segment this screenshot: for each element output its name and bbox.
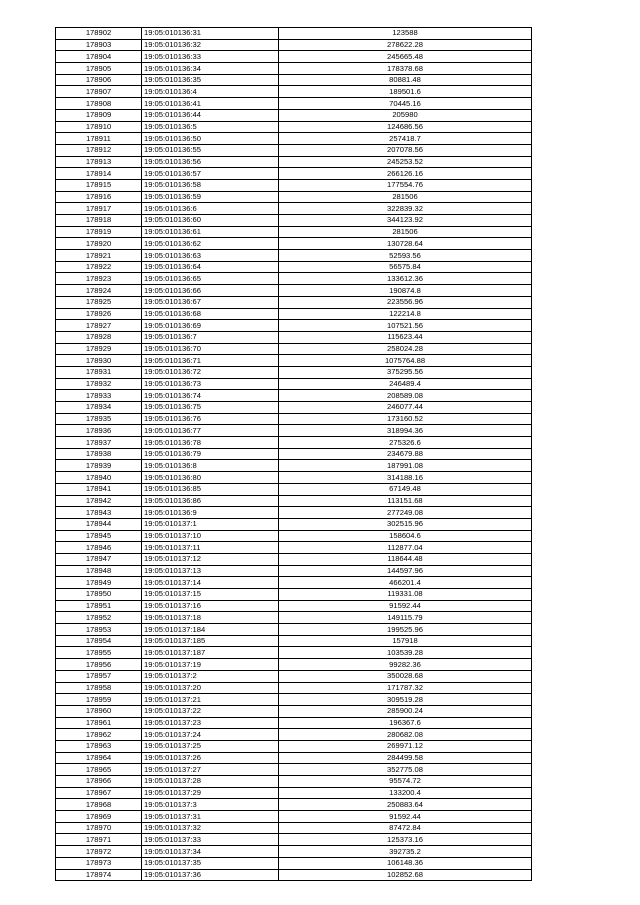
- record-number-cell: 178912: [56, 144, 142, 156]
- table-row: [56, 565, 532, 577]
- table-row: [56, 553, 532, 565]
- cadastral-number-cell: 19:05:010137:18: [142, 612, 279, 624]
- value-cell: 106148.36: [279, 857, 532, 869]
- cadastral-number-cell: 19:05:010137:14: [142, 577, 279, 589]
- value-cell: 314188.16: [279, 472, 532, 484]
- table-body: [56, 28, 532, 881]
- cadastral-number-cell: 19:05:010136:69: [142, 320, 279, 332]
- value-cell: 119331.08: [279, 589, 532, 601]
- value-cell: 118644.48: [279, 553, 532, 565]
- value-cell: 189501.6: [279, 86, 532, 98]
- table-row: [56, 472, 532, 484]
- table-row: [56, 717, 532, 729]
- table-row: [56, 226, 532, 238]
- value-cell: 199525.96: [279, 624, 532, 636]
- cadastral-number-cell: 19:05:010137:23: [142, 717, 279, 729]
- table-row: [56, 518, 532, 530]
- record-number-cell: 178968: [56, 799, 142, 811]
- record-number-cell: 178926: [56, 308, 142, 320]
- table-row: [56, 542, 532, 554]
- record-number-cell: 178943: [56, 507, 142, 519]
- cadastral-number-cell: 19:05:010136:44: [142, 109, 279, 121]
- value-cell: 144597.96: [279, 565, 532, 577]
- cadastral-number-cell: 19:05:010137:21: [142, 694, 279, 706]
- cadastral-number-cell: 19:05:010137:35: [142, 857, 279, 869]
- value-cell: 278622.28: [279, 39, 532, 51]
- value-cell: 309519.28: [279, 694, 532, 706]
- value-cell: 149115.79: [279, 612, 532, 624]
- cadastral-number-cell: 19:05:010137:10: [142, 530, 279, 542]
- table-row: [56, 682, 532, 694]
- record-number-cell: 178930: [56, 355, 142, 367]
- table-row: [56, 74, 532, 86]
- cadastral-number-cell: 19:05:010136:65: [142, 273, 279, 285]
- cadastral-number-cell: 19:05:010136:70: [142, 343, 279, 355]
- record-number-cell: 178962: [56, 729, 142, 741]
- table-row: [56, 670, 532, 682]
- table-row: [56, 273, 532, 285]
- table-row: [56, 109, 532, 121]
- table-row: [56, 378, 532, 390]
- record-number-cell: 178961: [56, 717, 142, 729]
- table-row: [56, 437, 532, 449]
- record-number-cell: 178971: [56, 834, 142, 846]
- value-cell: 277249.08: [279, 507, 532, 519]
- record-number-cell: 178956: [56, 659, 142, 671]
- record-number-cell: 178952: [56, 612, 142, 624]
- cadastral-number-cell: 19:05:010137:184: [142, 624, 279, 636]
- value-cell: 177554.76: [279, 179, 532, 191]
- table-row: [56, 612, 532, 624]
- value-cell: 234679.88: [279, 448, 532, 460]
- table-row: [56, 600, 532, 612]
- table-row: [56, 191, 532, 203]
- value-cell: 190874.8: [279, 285, 532, 297]
- cadastral-number-cell: 19:05:010136:4: [142, 86, 279, 98]
- record-number-cell: 178955: [56, 647, 142, 659]
- cadastral-number-cell: 19:05:010136:73: [142, 378, 279, 390]
- record-number-cell: 178917: [56, 203, 142, 215]
- value-cell: 344123.92: [279, 215, 532, 227]
- record-number-cell: 178970: [56, 822, 142, 834]
- cadastral-number-cell: 19:05:010137:15: [142, 589, 279, 601]
- value-cell: 258024.28: [279, 343, 532, 355]
- record-number-cell: 178910: [56, 121, 142, 133]
- cadastral-number-cell: 19:05:010136:68: [142, 308, 279, 320]
- value-cell: 250883.64: [279, 799, 532, 811]
- record-number-cell: 178936: [56, 425, 142, 437]
- cadastral-number-cell: 19:05:010136:35: [142, 74, 279, 86]
- cadastral-number-cell: 19:05:010137:185: [142, 635, 279, 647]
- cadastral-number-cell: 19:05:010136:32: [142, 39, 279, 51]
- value-cell: 99282.36: [279, 659, 532, 671]
- record-number-cell: 178957: [56, 670, 142, 682]
- value-cell: 208589.08: [279, 390, 532, 402]
- record-number-cell: 178927: [56, 320, 142, 332]
- record-number-cell: 178907: [56, 86, 142, 98]
- cadastral-number-cell: 19:05:010137:11: [142, 542, 279, 554]
- record-number-cell: 178946: [56, 542, 142, 554]
- value-cell: 173160.52: [279, 413, 532, 425]
- table-row: [56, 425, 532, 437]
- value-cell: 113151.68: [279, 495, 532, 507]
- record-number-cell: 178915: [56, 179, 142, 191]
- table-row: [56, 694, 532, 706]
- record-number-cell: 178937: [56, 437, 142, 449]
- table-row: [56, 238, 532, 250]
- value-cell: 466201.4: [279, 577, 532, 589]
- table-row: [56, 51, 532, 63]
- record-number-cell: 178948: [56, 565, 142, 577]
- value-cell: 245253.52: [279, 156, 532, 168]
- value-cell: 205980: [279, 109, 532, 121]
- record-number-cell: 178964: [56, 752, 142, 764]
- cadastral-number-cell: 19:05:010136:8: [142, 460, 279, 472]
- value-cell: 125373.16: [279, 834, 532, 846]
- record-number-cell: 178916: [56, 191, 142, 203]
- record-number-cell: 178965: [56, 764, 142, 776]
- table-row: [56, 811, 532, 823]
- value-cell: 246489.4: [279, 378, 532, 390]
- value-cell: 112877.04: [279, 542, 532, 554]
- cadastral-number-cell: 19:05:010137:28: [142, 776, 279, 788]
- record-number-cell: 178939: [56, 460, 142, 472]
- cadastral-number-cell: 19:05:010137:22: [142, 705, 279, 717]
- record-number-cell: 178973: [56, 857, 142, 869]
- table-row: [56, 869, 532, 881]
- table-row: [56, 296, 532, 308]
- record-number-cell: 178966: [56, 776, 142, 788]
- value-cell: 70445.16: [279, 98, 532, 110]
- cadastral-number-cell: 19:05:010136:77: [142, 425, 279, 437]
- table-row: [56, 343, 532, 355]
- table-row: [56, 740, 532, 752]
- record-number-cell: 178924: [56, 285, 142, 297]
- table-row: [56, 764, 532, 776]
- cadastral-number-cell: 19:05:010136:85: [142, 483, 279, 495]
- table-row: [56, 179, 532, 191]
- value-cell: 158604.6: [279, 530, 532, 542]
- value-cell: 56575.84: [279, 261, 532, 273]
- record-number-cell: 178958: [56, 682, 142, 694]
- table-row: [56, 133, 532, 145]
- table-row: [56, 799, 532, 811]
- table-row: [56, 822, 532, 834]
- cadastral-number-cell: 19:05:010137:33: [142, 834, 279, 846]
- table-row: [56, 483, 532, 495]
- value-cell: 102852.68: [279, 869, 532, 881]
- value-cell: 124686.56: [279, 121, 532, 133]
- cadastral-number-cell: 19:05:010136:78: [142, 437, 279, 449]
- cadastral-number-cell: 19:05:010137:36: [142, 869, 279, 881]
- value-cell: 157918: [279, 635, 532, 647]
- cadastral-number-cell: 19:05:010137:19: [142, 659, 279, 671]
- cadastral-number-cell: 19:05:010137:32: [142, 822, 279, 834]
- record-number-cell: 178922: [56, 261, 142, 273]
- table-row: [56, 647, 532, 659]
- cadastral-number-cell: 19:05:010136:61: [142, 226, 279, 238]
- cadastral-number-cell: 19:05:010136:62: [142, 238, 279, 250]
- record-number-cell: 178941: [56, 483, 142, 495]
- value-cell: 91592.44: [279, 811, 532, 823]
- value-cell: 280682.08: [279, 729, 532, 741]
- record-number-cell: 178954: [56, 635, 142, 647]
- value-cell: 266126.16: [279, 168, 532, 180]
- cadastral-number-cell: 19:05:010137:3: [142, 799, 279, 811]
- record-number-cell: 178903: [56, 39, 142, 51]
- record-number-cell: 178935: [56, 413, 142, 425]
- cadastral-number-cell: 19:05:010136:56: [142, 156, 279, 168]
- record-number-cell: 178902: [56, 28, 142, 40]
- cadastral-number-cell: 19:05:010136:66: [142, 285, 279, 297]
- record-number-cell: 178905: [56, 63, 142, 75]
- record-number-cell: 178913: [56, 156, 142, 168]
- table-row: [56, 215, 532, 227]
- table-row: [56, 507, 532, 519]
- table-row: [56, 320, 532, 332]
- table-row: [56, 659, 532, 671]
- cadastral-number-cell: 19:05:010136:72: [142, 366, 279, 378]
- cadastral-number-cell: 19:05:010136:75: [142, 402, 279, 414]
- cadastral-number-cell: 19:05:010137:31: [142, 811, 279, 823]
- table-row: [56, 121, 532, 133]
- value-cell: 130728.64: [279, 238, 532, 250]
- table-row: [56, 752, 532, 764]
- record-number-cell: 178974: [56, 869, 142, 881]
- cadastral-number-cell: 19:05:010137:24: [142, 729, 279, 741]
- table-row: [56, 846, 532, 858]
- record-number-cell: 178929: [56, 343, 142, 355]
- record-number-cell: 178960: [56, 705, 142, 717]
- record-number-cell: 178972: [56, 846, 142, 858]
- table-row: [56, 28, 532, 40]
- record-number-cell: 178945: [56, 530, 142, 542]
- table-row: [56, 834, 532, 846]
- cadastral-number-cell: 19:05:010136:41: [142, 98, 279, 110]
- cadastral-number-cell: 19:05:010137:13: [142, 565, 279, 577]
- cadastral-number-cell: 19:05:010137:27: [142, 764, 279, 776]
- record-number-cell: 178933: [56, 390, 142, 402]
- record-number-cell: 178959: [56, 694, 142, 706]
- value-cell: 107521.56: [279, 320, 532, 332]
- table-row: [56, 530, 532, 542]
- cadastral-number-cell: 19:05:010136:60: [142, 215, 279, 227]
- record-number-cell: 178963: [56, 740, 142, 752]
- table-row: [56, 203, 532, 215]
- record-number-cell: 178951: [56, 600, 142, 612]
- table-row: [56, 285, 532, 297]
- table-row: [56, 776, 532, 788]
- table-row: [56, 448, 532, 460]
- table-row: [56, 787, 532, 799]
- value-cell: 246077.44: [279, 402, 532, 414]
- table-row: [56, 86, 532, 98]
- cadastral-number-cell: 19:05:010136:71: [142, 355, 279, 367]
- value-cell: 275326.6: [279, 437, 532, 449]
- record-number-cell: 178940: [56, 472, 142, 484]
- value-cell: 196367.6: [279, 717, 532, 729]
- cadastral-number-cell: 19:05:010136:6: [142, 203, 279, 215]
- cadastral-number-cell: 19:05:010137:16: [142, 600, 279, 612]
- table-row: [56, 308, 532, 320]
- table-row: [56, 495, 532, 507]
- value-cell: 245665.48: [279, 51, 532, 63]
- cadastral-number-cell: 19:05:010137:12: [142, 553, 279, 565]
- value-cell: 318994.36: [279, 425, 532, 437]
- table-row: [56, 355, 532, 367]
- cadastral-number-cell: 19:05:010137:2: [142, 670, 279, 682]
- record-number-cell: 178918: [56, 215, 142, 227]
- table-row: [56, 168, 532, 180]
- table-row: [56, 366, 532, 378]
- value-cell: 171787.32: [279, 682, 532, 694]
- cadastral-number-cell: 19:05:010136:63: [142, 250, 279, 262]
- value-cell: 269971.12: [279, 740, 532, 752]
- record-number-cell: 178934: [56, 402, 142, 414]
- value-cell: 322839.32: [279, 203, 532, 215]
- record-number-cell: 178938: [56, 448, 142, 460]
- cadastral-number-cell: 19:05:010137:29: [142, 787, 279, 799]
- value-cell: 284499.58: [279, 752, 532, 764]
- table-row: [56, 705, 532, 717]
- record-number-cell: 178967: [56, 787, 142, 799]
- value-cell: 87472.84: [279, 822, 532, 834]
- table-row: [56, 577, 532, 589]
- record-number-cell: 178909: [56, 109, 142, 121]
- record-number-cell: 178921: [56, 250, 142, 262]
- record-number-cell: 178950: [56, 589, 142, 601]
- record-number-cell: 178919: [56, 226, 142, 238]
- record-number-cell: 178928: [56, 331, 142, 343]
- cadastral-number-cell: 19:05:010136:64: [142, 261, 279, 273]
- cadastral-number-cell: 19:05:010136:86: [142, 495, 279, 507]
- record-number-cell: 178969: [56, 811, 142, 823]
- cadastral-number-cell: 19:05:010136:76: [142, 413, 279, 425]
- cadastral-number-cell: 19:05:010136:33: [142, 51, 279, 63]
- record-number-cell: 178920: [56, 238, 142, 250]
- table-row: [56, 413, 532, 425]
- record-number-cell: 178908: [56, 98, 142, 110]
- table-row: [56, 331, 532, 343]
- value-cell: 67149.48: [279, 483, 532, 495]
- table-row: [56, 857, 532, 869]
- cadastral-number-cell: 19:05:010137:1: [142, 518, 279, 530]
- record-number-cell: 178914: [56, 168, 142, 180]
- value-cell: 350028.68: [279, 670, 532, 682]
- cadastral-number-cell: 19:05:010137:187: [142, 647, 279, 659]
- table-row: [56, 589, 532, 601]
- value-cell: 80881.48: [279, 74, 532, 86]
- cadastral-number-cell: 19:05:010136:58: [142, 179, 279, 191]
- cadastral-number-cell: 19:05:010136:59: [142, 191, 279, 203]
- record-number-cell: 178944: [56, 518, 142, 530]
- value-cell: 95574.72: [279, 776, 532, 788]
- value-cell: 123588: [279, 28, 532, 40]
- record-number-cell: 178923: [56, 273, 142, 285]
- record-number-cell: 178949: [56, 577, 142, 589]
- value-cell: 223556.96: [279, 296, 532, 308]
- record-number-cell: 178931: [56, 366, 142, 378]
- cadastral-number-cell: 19:05:010136:31: [142, 28, 279, 40]
- value-cell: 133612.36: [279, 273, 532, 285]
- table-row: [56, 156, 532, 168]
- cadastral-number-cell: 19:05:010137:20: [142, 682, 279, 694]
- data-table: [55, 27, 532, 881]
- value-cell: 352775.08: [279, 764, 532, 776]
- value-cell: 1075764.88: [279, 355, 532, 367]
- record-number-cell: 178911: [56, 133, 142, 145]
- table-row: [56, 63, 532, 75]
- table-row: [56, 39, 532, 51]
- cadastral-number-cell: 19:05:010136:79: [142, 448, 279, 460]
- table-row: [56, 250, 532, 262]
- table-row: [56, 390, 532, 402]
- value-cell: 91592.44: [279, 600, 532, 612]
- table-row: [56, 144, 532, 156]
- table-row: [56, 729, 532, 741]
- record-number-cell: 178906: [56, 74, 142, 86]
- value-cell: 187991.08: [279, 460, 532, 472]
- value-cell: 302515.96: [279, 518, 532, 530]
- table-row: [56, 460, 532, 472]
- cadastral-number-cell: 19:05:010136:5: [142, 121, 279, 133]
- value-cell: 281506: [279, 191, 532, 203]
- cadastral-number-cell: 19:05:010136:67: [142, 296, 279, 308]
- value-cell: 178378.68: [279, 63, 532, 75]
- value-cell: 122214.8: [279, 308, 532, 320]
- cadastral-number-cell: 19:05:010137:34: [142, 846, 279, 858]
- table-row: [56, 98, 532, 110]
- cadastral-number-cell: 19:05:010137:25: [142, 740, 279, 752]
- value-cell: 375295.56: [279, 366, 532, 378]
- cadastral-number-cell: 19:05:010136:74: [142, 390, 279, 402]
- table-row: [56, 635, 532, 647]
- record-number-cell: 178925: [56, 296, 142, 308]
- value-cell: 285900.24: [279, 705, 532, 717]
- value-cell: 207078.56: [279, 144, 532, 156]
- table-row: [56, 624, 532, 636]
- cadastral-number-cell: 19:05:010136:34: [142, 63, 279, 75]
- record-number-cell: 178942: [56, 495, 142, 507]
- record-number-cell: 178932: [56, 378, 142, 390]
- value-cell: 392735.2: [279, 846, 532, 858]
- value-cell: 257418.7: [279, 133, 532, 145]
- value-cell: 52593.56: [279, 250, 532, 262]
- cadastral-number-cell: 19:05:010136:50: [142, 133, 279, 145]
- cadastral-number-cell: 19:05:010136:7: [142, 331, 279, 343]
- record-number-cell: 178947: [56, 553, 142, 565]
- cadastral-number-cell: 19:05:010136:9: [142, 507, 279, 519]
- record-number-cell: 178904: [56, 51, 142, 63]
- cadastral-number-cell: 19:05:010137:26: [142, 752, 279, 764]
- table-row: [56, 261, 532, 273]
- value-cell: 115623.44: [279, 331, 532, 343]
- cadastral-number-cell: 19:05:010136:57: [142, 168, 279, 180]
- value-cell: 281506: [279, 226, 532, 238]
- record-number-cell: 178953: [56, 624, 142, 636]
- cadastral-number-cell: 19:05:010136:55: [142, 144, 279, 156]
- table-row: [56, 402, 532, 414]
- value-cell: 133200.4: [279, 787, 532, 799]
- cadastral-number-cell: 19:05:010136:80: [142, 472, 279, 484]
- value-cell: 103539.28: [279, 647, 532, 659]
